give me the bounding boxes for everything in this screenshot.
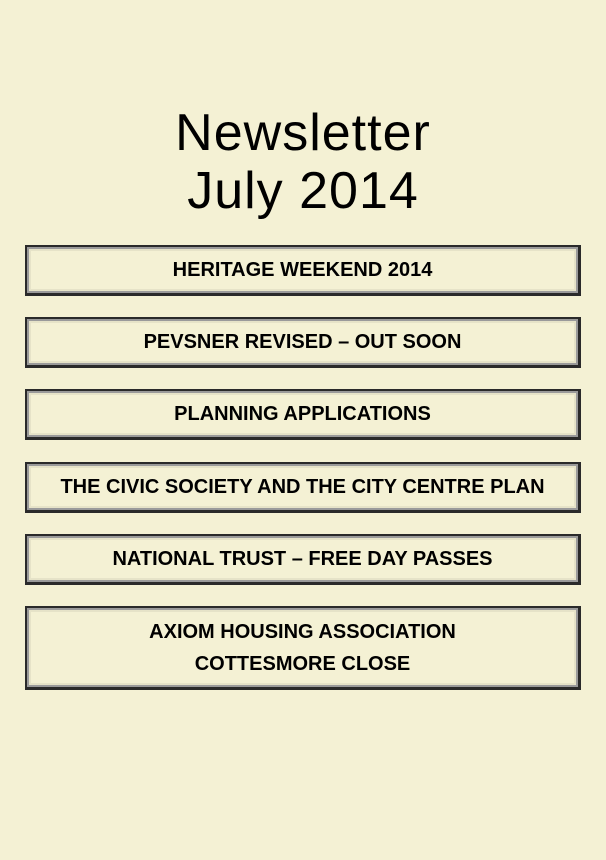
headline-civic-society-city-centre-plan	[25, 462, 581, 513]
headline-text-line2: COTTESMORE CLOSE	[194, 652, 411, 675]
headline-text: PLANNING APPLICATIONS	[174, 403, 431, 425]
headline-text: THE CIVIC SOCIETY AND THE CITY CENTRE PLAN	[60, 476, 545, 498]
title-line-date: July 2014	[187, 162, 419, 220]
headline-heritage-weekend	[25, 245, 581, 296]
headline-text: NATIONAL TRUST – FREE DAY PASSES	[112, 548, 493, 570]
title-line-newsletter: Newsletter	[175, 104, 431, 162]
headline-text-line1: AXIOM HOUSING ASSOCIATION	[149, 620, 456, 643]
headline-text: HERITAGE WEEKEND 2014	[172, 259, 433, 281]
headline-pevsner-revised	[25, 317, 581, 368]
headline-planning-applications	[25, 389, 581, 440]
newsletter-title	[0, 104, 606, 220]
headline-text: PEVSNER REVISED – OUT SOON	[143, 331, 462, 353]
headline-axiom-housing	[25, 606, 581, 690]
headline-national-trust-passes	[25, 534, 581, 585]
